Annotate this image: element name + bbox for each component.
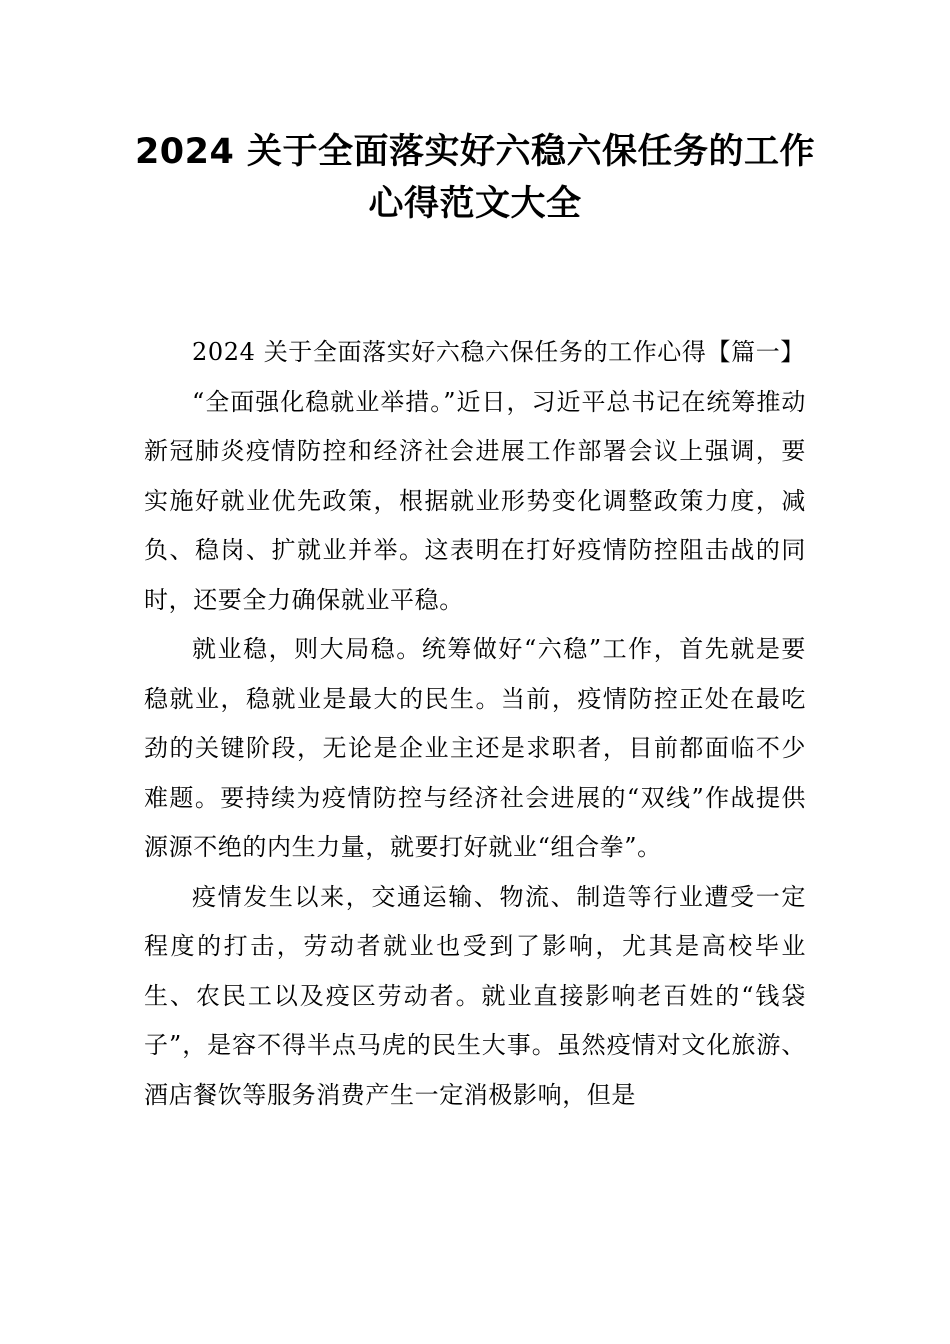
section-heading: 2024 关于全面落实好六稳六保任务的工作心得【篇一】 [192,338,805,366]
body-paragraph: “全面强化稳就业举措。”近日，习近平总书记在统筹推动新冠肺炎疫情防控和经济社会进展工作部署会议上强调，要实施好就业优先政策，根据就业形势变化调整政策力度，减负、稳岗、扩就业并举。这表明在打好疫情防控阻击战的同时，还要全力确保就业平稳。 [144,387,806,614]
body-paragraph: 疫情发生以来，交通运输、物流、制造等行业遭受一定程度的打击，劳动者就业也受到了影响，尤其是高校毕业生、农民工以及疫区劳动者。就业直接影响老百姓的“钱袋子”，是容不得半点马虎的民生大事。虽然疫情对文化旅游、酒店餐饮等服务消费产生一定消极影响，但是 [144,882,806,1109]
body-paragraph: 就业稳，则大局稳。统筹做好“六稳”工作，首先就是要稳就业，稳就业是最大的民生。当前，疫情防控正处在最吃劲的关键阶段，无论是企业主还是求职者，目前都面临不少难题。要持续为疫情防控与经济社会进展的“双线”作战提供源源不绝的内生力量，就要打好就业“组合拳”。 [144,635,806,861]
document-title: 2024 关于全面落实好六稳六保任务的工作心得范文大全 [134,132,816,224]
document-body [144,328,806,1120]
